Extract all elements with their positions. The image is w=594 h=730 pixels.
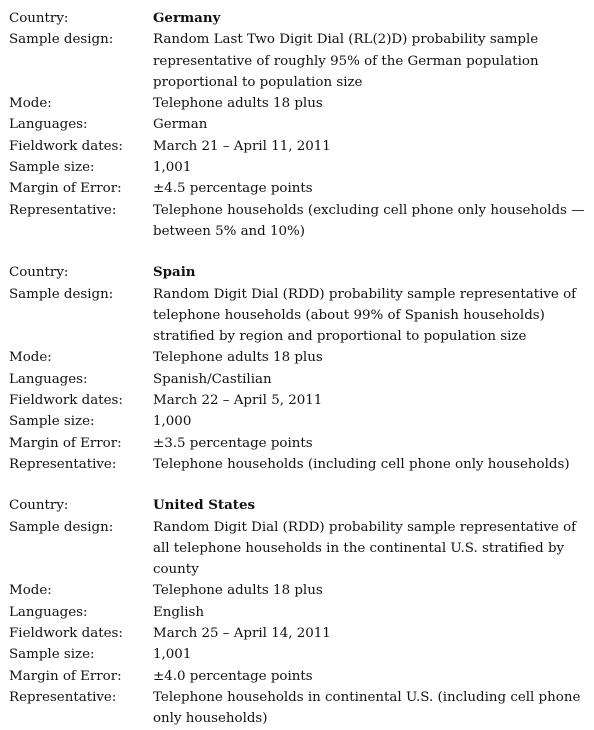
representative-row [9,687,594,730]
fieldwork-dates-label: Fieldwork dates: [9,138,123,154]
sample-size-row [9,644,594,665]
country-name: United States [153,497,256,514]
languages-row [9,602,594,623]
languages-value: Spanish/Castilian [153,371,272,387]
representative-value: Telephone households (including cell phone only households) [153,456,570,472]
margin-of-error-value: ±4.5 percentage points [153,181,313,197]
country-label: Country: [9,265,69,281]
representative-row [9,454,594,475]
mode-row [9,580,594,601]
languages-row [9,114,594,135]
sample-design-label: Sample design: [9,286,114,302]
margin-of-error-value: ±3.5 percentage points [153,435,313,451]
country-label: Country: [9,498,69,514]
mode-row [9,93,594,114]
languages-row [9,369,594,390]
languages-value: German [153,117,208,133]
languages-label: Languages: [9,371,88,387]
mode-row [9,347,594,368]
representative-row [9,200,594,243]
sample-design-label: Sample design: [9,519,114,535]
mode-label: Mode: [9,350,52,366]
sample-size-label: Sample size: [9,160,95,176]
mode-label: Mode: [9,583,52,599]
fieldwork-dates-value: March 22 – April 5, 2011 [153,393,323,409]
sample-design-label: Sample design: [9,32,114,48]
sample-size-row [9,157,594,178]
mode-value: Telephone adults 18 plus [153,350,323,366]
languages-label: Languages: [9,604,88,620]
sample-design-value: Random Digit Dial (RDD) probability sample representative of telephone households (about 99% of Spanish households) stratified by region and proportional to population size [153,286,577,345]
country-row [9,8,594,29]
margin-of-error-label: Margin of Error: [9,435,122,451]
country-name: Spain [153,264,196,281]
fieldwork-dates-row [9,623,594,644]
languages-value: English [153,604,205,620]
representative-label: Representative: [9,202,117,218]
sample-size-label: Sample size: [9,414,95,430]
representative-label: Representative: [9,456,117,472]
sample-design-row [9,284,594,348]
survey-block-germany [9,8,594,242]
margin-of-error-row [9,433,594,454]
representative-label: Representative: [9,689,117,705]
fieldwork-dates-row [9,136,594,157]
representative-value: Telephone households (excluding cell phone only households — between 5% and 10%) [153,202,585,239]
fieldwork-dates-label: Fieldwork dates: [9,626,123,642]
survey-block-united-states [9,495,594,729]
sample-size-value: 1,001 [153,647,192,663]
margin-of-error-label: Margin of Error: [9,181,122,197]
country-name: Germany [153,10,221,26]
fieldwork-dates-value: March 25 – April 14, 2011 [153,626,331,642]
margin-of-error-row [9,666,594,687]
languages-label: Languages: [9,117,88,133]
fieldwork-dates-row [9,390,594,411]
country-label: Country: [9,11,69,26]
sample-size-value: 1,001 [153,160,192,176]
sample-design-row [9,517,594,581]
fieldwork-dates-value: March 21 – April 11, 2011 [153,138,331,154]
country-row [9,495,594,516]
survey-block-spain [9,262,594,475]
mode-label: Mode: [9,96,52,112]
sample-design-value: Random Last Two Digit Dial (RL(2)D) probability sample representative of roughly 95% of the German population proportional to population size [153,32,539,90]
margin-of-error-label: Margin of Error: [9,668,122,684]
sample-design-value: Random Digit Dial (RDD) probability sample representative of all telephone households in the continental U.S. stratified by county [153,519,577,578]
mode-value: Telephone adults 18 plus [153,583,323,599]
mode-value: Telephone adults 18 plus [153,96,323,112]
fieldwork-dates-label: Fieldwork dates: [9,393,123,409]
sample-design-row [9,29,594,93]
country-row [9,262,594,283]
sample-size-value: 1,000 [153,414,192,430]
sample-size-label: Sample size: [9,647,95,663]
margin-of-error-value: ±4.0 percentage points [153,668,313,684]
representative-value: Telephone households in continental U.S. (including cell phone only households) [153,689,581,727]
margin-of-error-row [9,178,594,199]
sample-size-row [9,411,594,432]
